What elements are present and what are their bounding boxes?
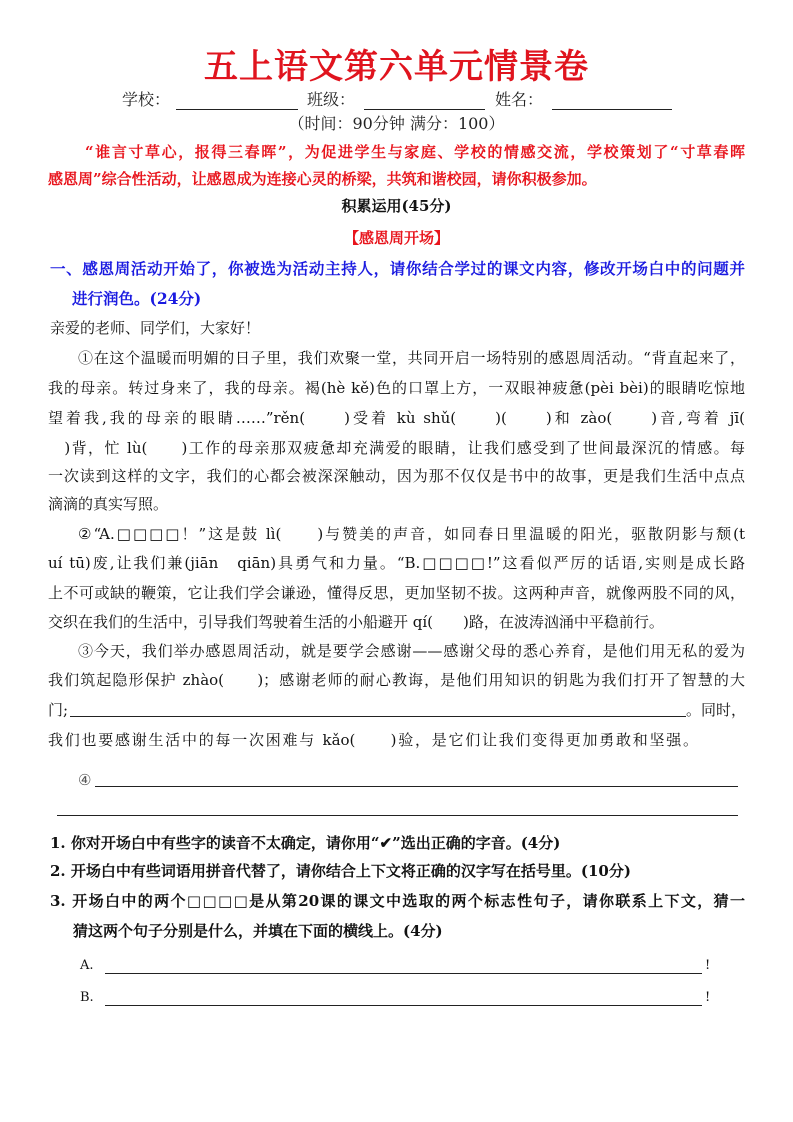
page-title: 五上语文第六单元情景卷 [204, 47, 589, 87]
answer-b-end: ! [705, 990, 711, 1005]
sub-question-2: 2. 开场白中有些词语用拼音代替了，请你结合上下文将正确的汉字写在括号里。(10分) [50, 862, 631, 880]
body-line: ③今天，我们举办感恩周活动，就是要学会感谢——感谢父母的悉心养育，是他们用无私的爱为 [78, 642, 745, 660]
class-label: 班级： [307, 90, 356, 109]
question-heading: 进行润色。(24分) [72, 289, 202, 308]
paragraph-four-marker: ④ [78, 771, 92, 789]
body-line: ①在这个温暖而明媚的日子里，我们欢聚一堂，共同开启一场特别的感恩周活动。“背直起来了， [78, 349, 745, 367]
subsection-heading: 【感恩周开场】 [343, 229, 449, 247]
name-label: 姓名： [495, 90, 544, 109]
question-heading: 一、感恩周活动开始了，你被选为活动主持人，请你结合学过的课文内容，修改开场白中的问题并 [50, 259, 745, 278]
sub-question-1: 1. 你对开场白中有些字的读音不太确定，请你用“✔”选出正确的字音。(4分) [50, 834, 561, 852]
intro-line: “谁言寸草心，报得三春晖”，为促进学生与家庭、学校的情感交流，学校策划了“寸草春晖 [85, 143, 745, 161]
body-line: 一次读到这样的文字，我们的心都会被深深触动，因为那不仅仅是书中的故事，更是我们生活中点点 [48, 467, 745, 485]
answer-b-field[interactable] [105, 1005, 702, 1006]
fill-line[interactable] [70, 716, 686, 717]
greeting: 亲爱的老师、同学们，大家好！ [50, 319, 261, 337]
section-heading: 积累运用(45分) [341, 197, 452, 215]
sub-question-3: 3. 开场白中的两个□□□□是从第20课的课文中选取的两个标志性句子，请你联系上下文，猜一 [50, 892, 745, 910]
time-info: （时间：90分钟 满分：100） [288, 114, 505, 133]
body-line: 交织在我们的生活中，引导我们驾驶着生活的小船避开 qí( )路，在波涛汹涌中平稳前行。 [48, 613, 664, 631]
body-line: 滴滴的真实写照。 [48, 495, 169, 513]
body-line: 。同时， [686, 701, 747, 719]
school-label: 学校： [122, 90, 171, 109]
body-line: 我的母亲。转过身来了，我的母亲。褐(hè kě)色的口罩上方，一双眼神疲惫(pèi bèi)的眼睛吃惊地 [48, 379, 745, 397]
answer-a-field[interactable] [105, 973, 702, 974]
answer-b-label: B. [80, 990, 94, 1005]
intro-line: 感恩周”综合性活动，让感恩成为连接心灵的桥梁，共筑和谐校园，请你积极参加。 [48, 170, 597, 188]
paragraph-four-line[interactable] [95, 786, 738, 787]
school-field[interactable] [176, 109, 298, 110]
body-line: 门; [48, 701, 69, 719]
class-field[interactable] [364, 109, 485, 110]
answer-a-label: A. [80, 958, 94, 973]
sub-question-3-cont: 猜这两个句子分别是什么，并填在下面的横线上。(4分) [73, 922, 443, 940]
name-field[interactable] [552, 109, 672, 110]
body-line: )背，忙 lù( )工作的母亲那双疲惫却充满爱的眼睛，让我们感受到了世间最深沉的情感。每 [48, 439, 745, 457]
body-line: ②“A.□□□□！”这是鼓 lì( )与赞美的声音，如同春日里温暖的阳光，驱散阴影与颓(t [78, 525, 745, 543]
body-line: 望着我,我的母亲的眼睛……”rěn( )受着 kù shǔ( )( )和 zào( )音,弯着 jī( [48, 409, 745, 427]
answer-a-end: ! [705, 958, 711, 973]
body-line: 我们也要感谢生活中的每一次困难与 kǎo( )验，是它们让我们变得更加勇敢和坚强。 [48, 731, 698, 749]
body-line: 我们筑起隐形保护 zhào( )；感谢老师的耐心教诲，是他们用知识的钥匙为我们打开了智慧的大 [48, 671, 745, 689]
paragraph-four-line[interactable] [57, 815, 738, 816]
body-line: 上不可或缺的鞭策，它让我们学会谦逊，懂得反思，更加坚韧不拔。这两种声音，就像两股不同的风， [48, 584, 745, 602]
body-line: uí tū)废,让我们兼(jiān qiān)具勇气和力量。“B.□□□□!”这看似严厉的话语,实则是成长路 [48, 554, 745, 572]
